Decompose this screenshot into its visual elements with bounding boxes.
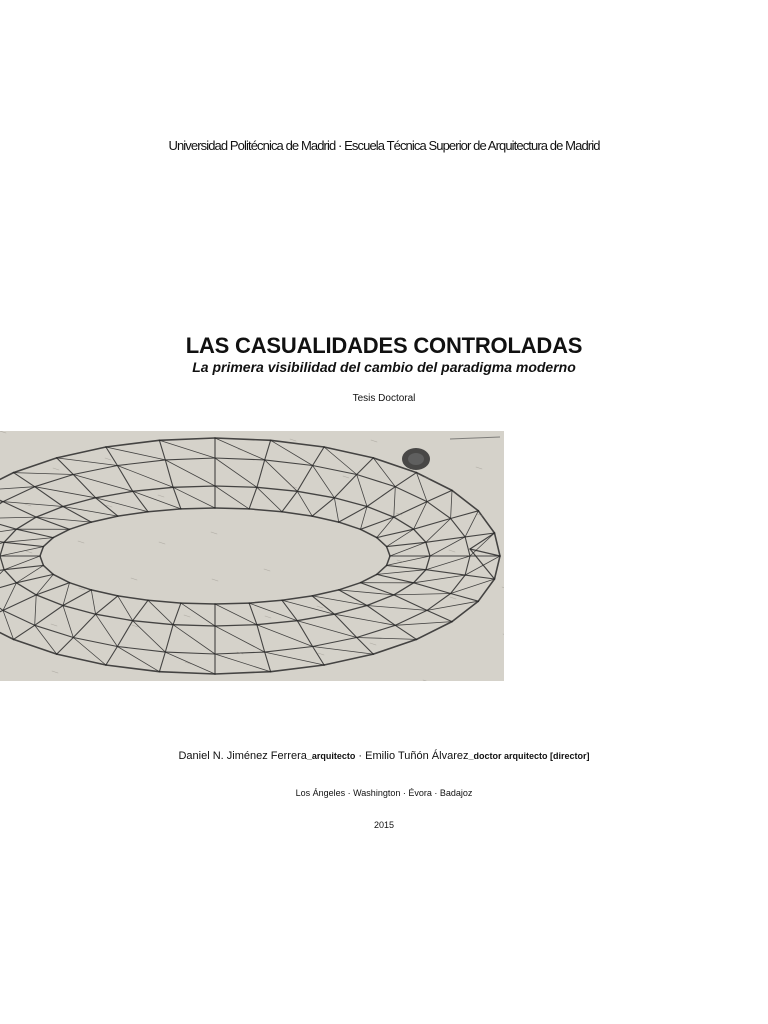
places-line: Los Ángeles · Washington · Évora · Badajoz bbox=[295, 788, 473, 798]
degree-label: Tesis Doctoral bbox=[352, 393, 416, 404]
thesis-title: LAS CASUALIDADES CONTROLADAS bbox=[185, 333, 583, 358]
thesis-subtitle: La primera visibilidad del cambio del paradigma moderno bbox=[192, 359, 576, 375]
director-role: _doctor arquitecto [director] bbox=[468, 751, 590, 761]
author-name: Daniel N. Jiménez Ferrera bbox=[178, 750, 307, 762]
publication-year: 2015 bbox=[373, 820, 395, 830]
author-role: _arquitecto bbox=[306, 751, 356, 761]
authors-line bbox=[0, 750, 768, 762]
toroidal-wireframe-sketch-icon bbox=[0, 431, 504, 681]
director-name: Emilio Tuñón Álvarez bbox=[365, 750, 469, 762]
university-heading: Universidad Politécnica de Madrid · Escuela Técnica Superior de Arquitectura de Madrid bbox=[168, 138, 600, 153]
author-separator: · bbox=[355, 750, 366, 762]
